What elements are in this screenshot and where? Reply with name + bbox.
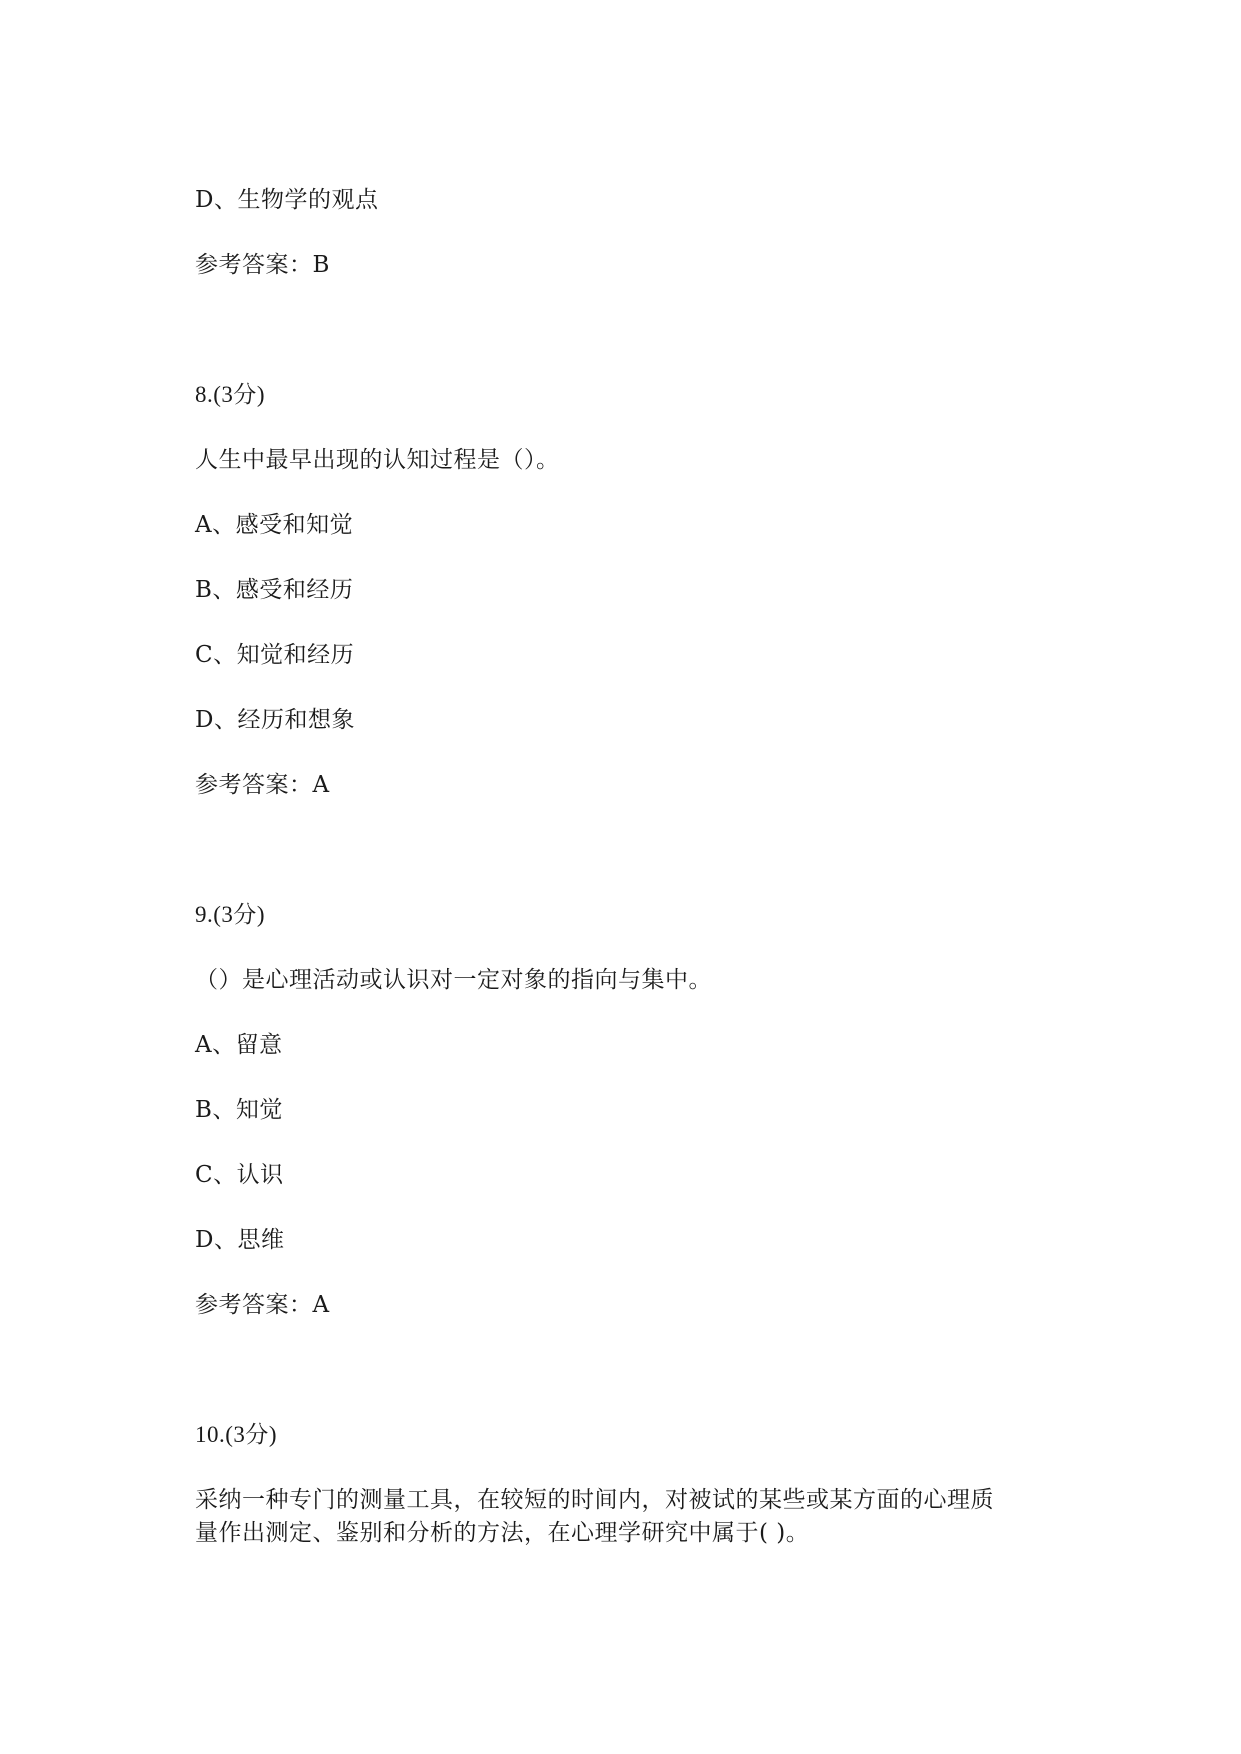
- q8-header: 8.(3分): [195, 382, 266, 407]
- q8-option-a: A、感受和知觉: [195, 512, 354, 538]
- q9-stem: （）是心理活动或认识对一定对象的指向与集中。: [195, 967, 712, 993]
- q8-answer: 参考答案：A: [195, 772, 330, 798]
- q8-option-c: C、知觉和经历: [195, 642, 355, 668]
- q10-stem-line2: 量作出测定、鉴别和分析的方法，在心理学研究中属于( )。: [195, 1520, 810, 1546]
- q8-option-b: B、感受和经历: [195, 577, 354, 603]
- q9-option-b: B、知觉: [195, 1097, 283, 1123]
- q9-answer: 参考答案：A: [195, 1292, 330, 1318]
- q7-answer: 参考答案：B: [195, 252, 330, 278]
- q8-option-d: D、经历和想象: [195, 707, 355, 733]
- q8-stem: 人生中最早出现的认知过程是（）。: [195, 447, 560, 473]
- q9-option-c: C、认识: [195, 1162, 284, 1188]
- q9-header: 9.(3分): [195, 902, 266, 927]
- q9-option-d: D、思维: [195, 1227, 285, 1253]
- q7-option-d: D、生物学的观点: [195, 187, 379, 213]
- q9-option-a: A、留意: [195, 1032, 283, 1058]
- q10-stem-line1: 采纳一种专门的测量工具，在较短的时间内，对被试的某些或某方面的心理质: [195, 1487, 994, 1513]
- q10-header: 10.(3分): [195, 1422, 278, 1447]
